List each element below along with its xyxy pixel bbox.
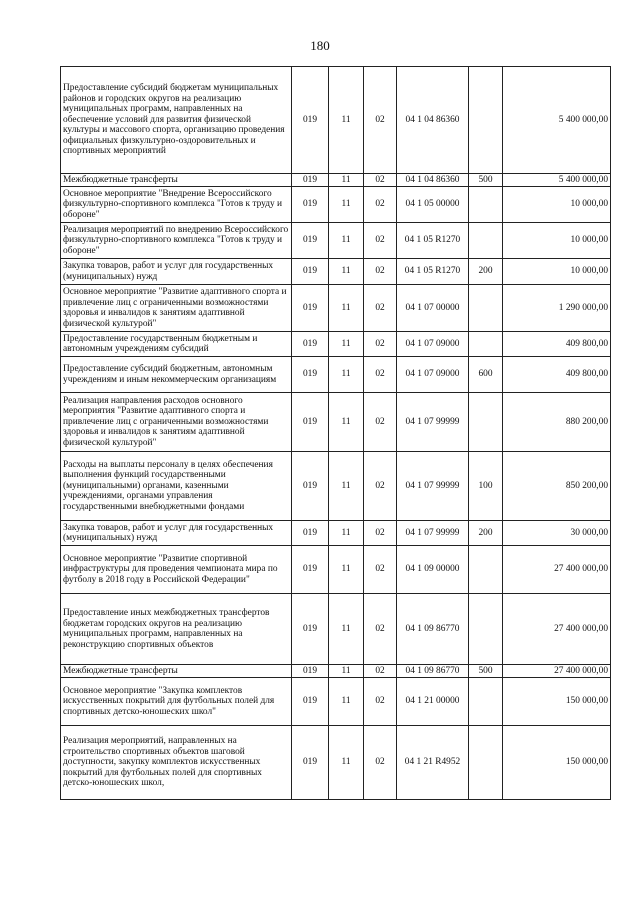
row-ministry-code: 019 bbox=[292, 357, 329, 393]
table-row bbox=[61, 665, 611, 678]
row-expense-type bbox=[469, 187, 503, 223]
row-ministry-code: 019 bbox=[292, 332, 329, 357]
row-section-code: 11 bbox=[329, 357, 364, 393]
table-row bbox=[61, 332, 611, 357]
row-target-article: 04 1 05 00000 bbox=[397, 187, 469, 223]
row-ministry-code: 019 bbox=[292, 665, 329, 678]
row-subsection-code: 02 bbox=[364, 678, 397, 726]
row-name: Расходы на выплаты персоналу в целях обеспечения выполнения функций государственными (муниципальными) органами, казенными учреждениями, органами управления государственными внебюджетными фондами bbox=[61, 452, 292, 521]
row-amount: 850 200,00 bbox=[503, 452, 611, 521]
row-target-article: 04 1 07 09000 bbox=[397, 357, 469, 393]
row-expense-type bbox=[469, 546, 503, 594]
row-target-article: 04 1 04 86360 bbox=[397, 174, 469, 187]
row-amount: 27 400 000,00 bbox=[503, 665, 611, 678]
row-expense-type bbox=[469, 285, 503, 332]
row-ministry-code: 019 bbox=[292, 452, 329, 521]
row-amount: 27 400 000,00 bbox=[503, 594, 611, 665]
row-name: Закупка товаров, работ и услуг для государственных (муниципальных) нужд bbox=[61, 259, 292, 285]
row-subsection-code: 02 bbox=[364, 546, 397, 594]
table-row bbox=[61, 594, 611, 665]
table-row bbox=[61, 67, 611, 174]
row-section-code: 11 bbox=[329, 546, 364, 594]
row-amount: 150 000,00 bbox=[503, 678, 611, 726]
row-section-code: 11 bbox=[329, 259, 364, 285]
row-target-article: 04 1 07 99999 bbox=[397, 393, 469, 452]
row-section-code: 11 bbox=[329, 452, 364, 521]
table-row bbox=[61, 678, 611, 726]
row-name: Реализация направления расходов основного мероприятия "Развитие адаптивного спорта и привлечение лиц с ограниченными возможностями здоровья и инвалидов к занятиям адаптивной физической культурой" bbox=[61, 393, 292, 452]
row-target-article: 04 1 09 00000 bbox=[397, 546, 469, 594]
row-section-code: 11 bbox=[329, 665, 364, 678]
table-row bbox=[61, 393, 611, 452]
row-subsection-code: 02 bbox=[364, 259, 397, 285]
row-ministry-code: 019 bbox=[292, 67, 329, 174]
budget-table bbox=[60, 66, 611, 800]
row-subsection-code: 02 bbox=[364, 594, 397, 665]
row-target-article: 04 1 07 99999 bbox=[397, 452, 469, 521]
row-ministry-code: 019 bbox=[292, 678, 329, 726]
row-expense-type: 200 bbox=[469, 259, 503, 285]
row-target-article: 04 1 07 99999 bbox=[397, 521, 469, 546]
row-target-article: 04 1 07 00000 bbox=[397, 285, 469, 332]
row-subsection-code: 02 bbox=[364, 665, 397, 678]
row-target-article: 04 1 04 86360 bbox=[397, 67, 469, 174]
row-section-code: 11 bbox=[329, 332, 364, 357]
row-target-article: 04 1 07 09000 bbox=[397, 332, 469, 357]
row-expense-type: 200 bbox=[469, 521, 503, 546]
row-target-article: 04 1 05 R1270 bbox=[397, 259, 469, 285]
row-ministry-code: 019 bbox=[292, 174, 329, 187]
row-ministry-code: 019 bbox=[292, 285, 329, 332]
row-amount: 10 000,00 bbox=[503, 259, 611, 285]
row-expense-type: 100 bbox=[469, 452, 503, 521]
row-amount: 30 000,00 bbox=[503, 521, 611, 546]
row-section-code: 11 bbox=[329, 678, 364, 726]
row-amount: 5 400 000,00 bbox=[503, 174, 611, 187]
row-section-code: 11 bbox=[329, 174, 364, 187]
row-ministry-code: 019 bbox=[292, 259, 329, 285]
row-subsection-code: 02 bbox=[364, 285, 397, 332]
table-body bbox=[61, 67, 611, 800]
row-amount: 880 200,00 bbox=[503, 393, 611, 452]
row-name: Закупка товаров, работ и услуг для государственных (муниципальных) нужд bbox=[61, 521, 292, 546]
row-section-code: 11 bbox=[329, 393, 364, 452]
row-name: Предоставление государственным бюджетным и автономным учреждениям субсидий bbox=[61, 332, 292, 357]
row-expense-type bbox=[469, 726, 503, 800]
row-ministry-code: 019 bbox=[292, 393, 329, 452]
table-row bbox=[61, 187, 611, 223]
row-name: Предоставление иных межбюджетных трансфертов бюджетам городских округов на реализацию муниципальных программ, направленных на реконструкцию спортивных объектов bbox=[61, 594, 292, 665]
row-subsection-code: 02 bbox=[364, 521, 397, 546]
row-ministry-code: 019 bbox=[292, 546, 329, 594]
row-subsection-code: 02 bbox=[364, 223, 397, 259]
row-amount: 10 000,00 bbox=[503, 187, 611, 223]
row-section-code: 11 bbox=[329, 285, 364, 332]
table-row bbox=[61, 174, 611, 187]
row-amount: 1 290 000,00 bbox=[503, 285, 611, 332]
row-expense-type bbox=[469, 393, 503, 452]
row-subsection-code: 02 bbox=[364, 67, 397, 174]
row-name: Реализация мероприятий по внедрению Всероссийского физкультурно-спортивного комплекса "Готов к труду и обороне" bbox=[61, 223, 292, 259]
table-row bbox=[61, 259, 611, 285]
row-target-article: 04 1 21 R4952 bbox=[397, 726, 469, 800]
row-section-code: 11 bbox=[329, 521, 364, 546]
row-target-article: 04 1 21 00000 bbox=[397, 678, 469, 726]
row-name: Основное мероприятие "Внедрение Всероссийского физкультурно-спортивного комплекса "Готов к труду и обороне" bbox=[61, 187, 292, 223]
row-amount: 27 400 000,00 bbox=[503, 546, 611, 594]
row-expense-type: 600 bbox=[469, 357, 503, 393]
row-amount: 150 000,00 bbox=[503, 726, 611, 800]
row-name: Основное мероприятие "Развитие адаптивного спорта и привлечение лиц с ограниченными возможностями здоровья и инвалидов к занятиям адаптивной физической культурой" bbox=[61, 285, 292, 332]
row-subsection-code: 02 bbox=[364, 187, 397, 223]
row-name: Межбюджетные трансферты bbox=[61, 174, 292, 187]
row-name: Основное мероприятие "Развитие спортивной инфраструктуры для проведения чемпионата мира по футболу в 2018 году в Российской Федерации" bbox=[61, 546, 292, 594]
row-amount: 409 800,00 bbox=[503, 332, 611, 357]
row-target-article: 04 1 09 86770 bbox=[397, 594, 469, 665]
row-target-article: 04 1 05 R1270 bbox=[397, 223, 469, 259]
table-row bbox=[61, 521, 611, 546]
row-ministry-code: 019 bbox=[292, 726, 329, 800]
table-row bbox=[61, 726, 611, 800]
row-amount: 5 400 000,00 bbox=[503, 67, 611, 174]
table-row bbox=[61, 452, 611, 521]
row-amount: 409 800,00 bbox=[503, 357, 611, 393]
row-ministry-code: 019 bbox=[292, 594, 329, 665]
page-number: 180 bbox=[310, 38, 330, 53]
row-name: Реализация мероприятий, направленных на строительство спортивных объектов шаговой доступности, закупку комплектов искусственных покрытий для футбольных полей для спортивных детско-юношеских школ, bbox=[61, 726, 292, 800]
row-section-code: 11 bbox=[329, 223, 364, 259]
table-row bbox=[61, 285, 611, 332]
row-subsection-code: 02 bbox=[364, 357, 397, 393]
row-name: Основное мероприятие "Закупка комплектов искусственных покрытий для футбольных полей для спортивных детско-юношеских школ" bbox=[61, 678, 292, 726]
table-row bbox=[61, 546, 611, 594]
row-name: Межбюджетные трансферты bbox=[61, 665, 292, 678]
row-name: Предоставление субсидий бюджетам муниципальных районов и городских округов на реализацию муниципальных программ, направленных на обеспечение условий для развития физической культуры и массового спорта, организацию проведения официальных физкультурно-оздоровительных и спортивных мероприятий bbox=[61, 67, 292, 174]
row-subsection-code: 02 bbox=[364, 393, 397, 452]
row-subsection-code: 02 bbox=[364, 174, 397, 187]
table-row bbox=[61, 223, 611, 259]
row-expense-type bbox=[469, 223, 503, 259]
row-name: Предоставление субсидий бюджетным, автономным учреждениям и иным некоммерческим организациям bbox=[61, 357, 292, 393]
row-section-code: 11 bbox=[329, 726, 364, 800]
row-expense-type bbox=[469, 678, 503, 726]
row-subsection-code: 02 bbox=[364, 452, 397, 521]
row-expense-type: 500 bbox=[469, 665, 503, 678]
row-ministry-code: 019 bbox=[292, 223, 329, 259]
row-section-code: 11 bbox=[329, 187, 364, 223]
row-ministry-code: 019 bbox=[292, 187, 329, 223]
row-ministry-code: 019 bbox=[292, 521, 329, 546]
row-subsection-code: 02 bbox=[364, 332, 397, 357]
row-expense-type: 500 bbox=[469, 174, 503, 187]
row-section-code: 11 bbox=[329, 594, 364, 665]
row-expense-type bbox=[469, 594, 503, 665]
row-expense-type bbox=[469, 67, 503, 174]
row-target-article: 04 1 09 86770 bbox=[397, 665, 469, 678]
table-row bbox=[61, 357, 611, 393]
row-amount: 10 000,00 bbox=[503, 223, 611, 259]
row-subsection-code: 02 bbox=[364, 726, 397, 800]
row-section-code: 11 bbox=[329, 67, 364, 174]
row-expense-type bbox=[469, 332, 503, 357]
